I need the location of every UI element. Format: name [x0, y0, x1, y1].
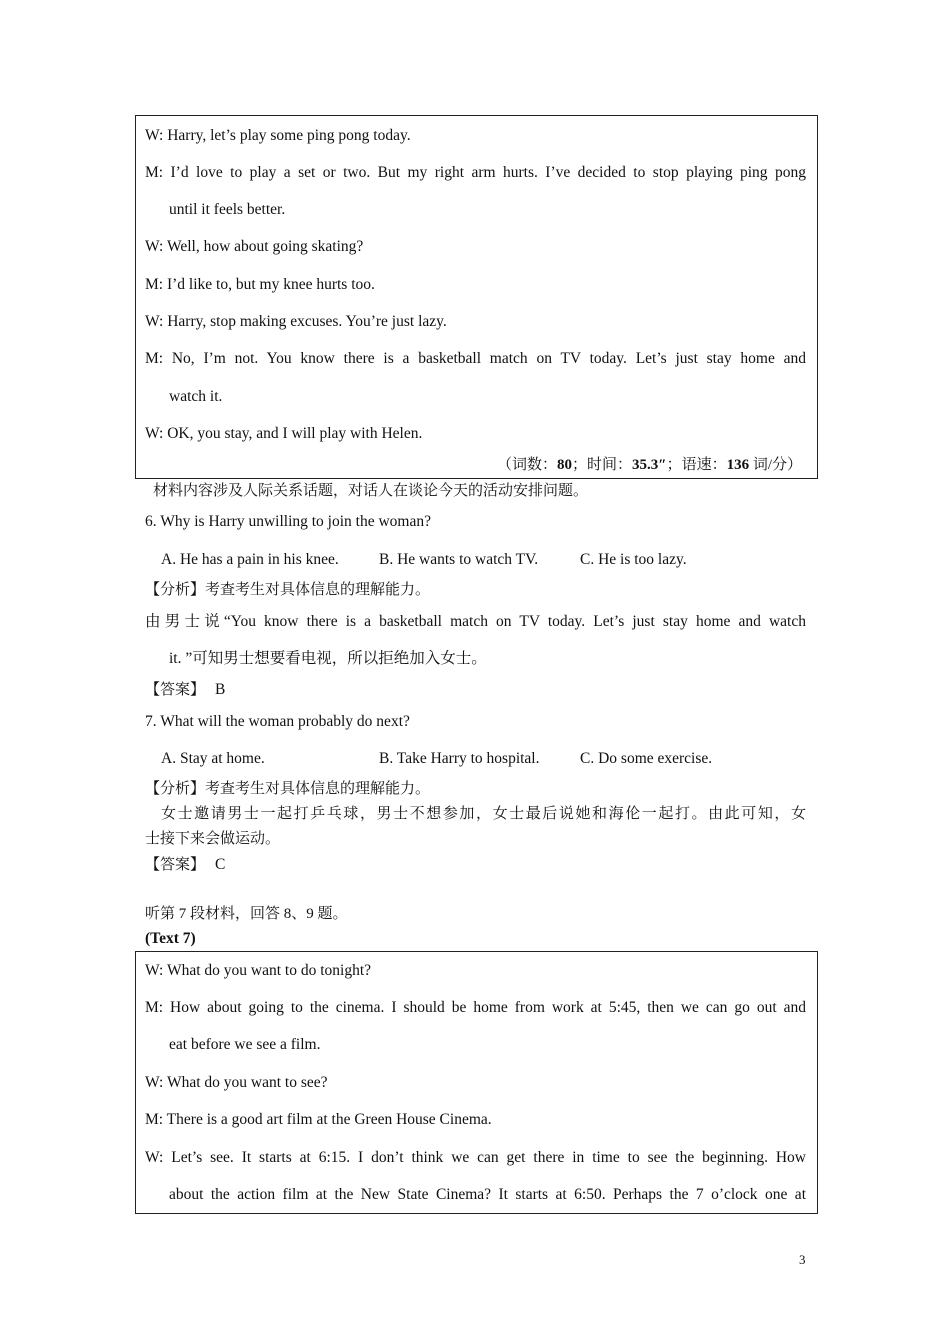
dialogue-line: M: I’d like to, but my knee hurts too. [145, 276, 375, 293]
dialogue-line: W: Harry, let’s play some ping pong today. [145, 127, 411, 144]
q6-explanation: 由男士说“You know there is a basketball match on TV today. Let’s just stay home and watch [145, 613, 806, 630]
q7-explanation: 女士邀请男士一起打乒乓球，男士不想参加，女士最后说她和海伦一起打。由此可知，女 [161, 806, 806, 822]
q6-analysis-label: 【分析】考查考生对具体信息的理解能力。 [145, 582, 431, 598]
q6-option-b: B. He wants to watch TV. [379, 551, 539, 568]
dialogue-line: W: Well, how about going skating? [145, 238, 364, 255]
stats-words: 80 [557, 457, 572, 473]
dialogue-line: about the action film at the New State Cinema? It starts at 6:50. Perhaps the 7 o’clock one at [169, 1186, 806, 1203]
question-6: 6. Why is Harry unwilling to join the woman? [145, 513, 431, 530]
section-heading: (Text 7) [145, 930, 196, 947]
q7-analysis-label: 【分析】考查考生对具体信息的理解能力。 [145, 781, 431, 797]
dialogue-line: M: I’d love to play a set or two. But my right arm hurts. I’ve decided to stop playing ping pong [145, 164, 806, 181]
q6-option-c: C. He is too lazy. [580, 551, 687, 568]
dialogue-line: M: There is a good art film at the Green House Cinema. [145, 1111, 492, 1128]
dialogue-line: eat before we see a film. [169, 1036, 321, 1053]
dialogue-line: watch it. [169, 388, 223, 405]
dialogue-line: M: How about going to the cinema. I should be home from work at 5:45, then we can go out and [145, 999, 806, 1016]
answer-value: B [215, 681, 226, 698]
dialogue-line: M: No, I’m not. You know there is a basketball match on TV today. Let’s just stay home and [145, 350, 806, 367]
stats-sep1: ；时间： [572, 457, 633, 473]
q7-explanation-cont: 士接下来会做运动。 [145, 831, 281, 847]
dialogue-line: W: What do you want to see? [145, 1074, 328, 1091]
q6-explanation-cont: it. ”可知男士想要看电视，所以拒绝加入女士。 [169, 650, 487, 667]
question-7: 7. What will the woman probably do next? [145, 713, 410, 730]
q7-option-b: B. Take Harry to hospital. [379, 750, 540, 767]
stats-sep2: ；语速： [666, 457, 727, 473]
section-instruction: 听第 7 段材料，回答 8、9 题。 [145, 906, 348, 922]
dialogue-line: W: Harry, stop making excuses. You’re just lazy. [145, 313, 447, 330]
dialogue-line: until it feels better. [169, 201, 286, 218]
material-intro: 材料内容涉及人际关系话题，对话人在谈论今天的活动安排问题。 [153, 483, 589, 499]
stats-open: （词数： [496, 457, 557, 473]
stats-speed: 136 [726, 457, 750, 473]
q7-option-c: C. Do some exercise. [580, 750, 713, 767]
answer-value: C [215, 856, 226, 873]
page-number: 3 [799, 1252, 806, 1267]
q6-answer [145, 681, 225, 699]
dialogue-line: W: OK, you stay, and I will play with Helen. [145, 425, 423, 442]
q7-option-a: A. Stay at home. [161, 750, 265, 767]
stats-unit: 词/分） [749, 457, 802, 473]
dialogue-line: W: Let’s see. It starts at 6:15. I don’t think we can get there in time to see the beginning. How [145, 1149, 806, 1166]
dialogue-line: W: What do you want to do tonight? [145, 962, 372, 979]
answer-label: 【答案】 [145, 857, 206, 873]
dialogue-stats [497, 456, 802, 474]
stats-time: 35.3″ [632, 457, 667, 473]
q7-answer [145, 856, 225, 874]
answer-label: 【答案】 [145, 682, 206, 698]
q6-option-a: A. He has a pain in his knee. [161, 551, 339, 568]
